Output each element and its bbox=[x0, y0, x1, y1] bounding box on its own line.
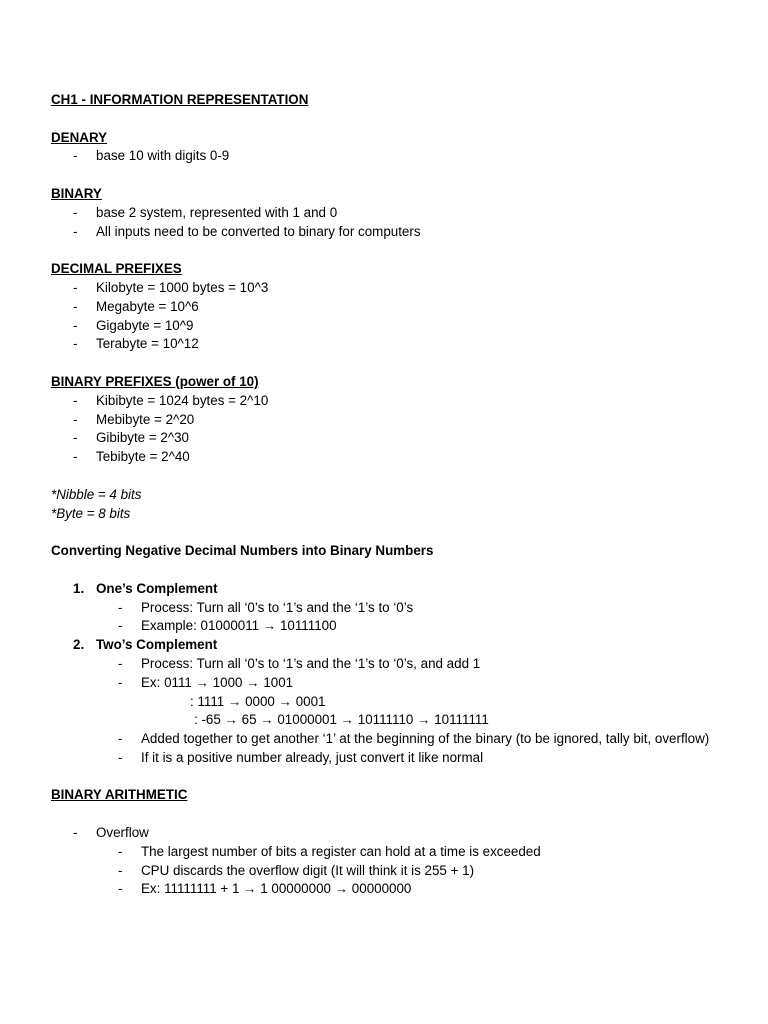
binary-heading: BINARY bbox=[51, 185, 102, 201]
negative-heading: Converting Negative Decimal Numbers into Binary Numbers bbox=[51, 543, 434, 559]
list-item: - Kilobyte = 1000 bytes = 10^3 bbox=[73, 279, 269, 295]
decimal-prefixes-heading: DECIMAL PREFIXES bbox=[51, 261, 182, 277]
list-item: - All inputs need to be converted to binary for computers bbox=[73, 223, 421, 239]
list-item: - Overflow bbox=[73, 825, 149, 841]
list-item: - Example: 01000011 → 10111100 bbox=[118, 618, 337, 634]
list-item: - Tebibyte = 2^40 bbox=[73, 449, 190, 465]
list-item: - CPU discards the overflow digit (It will think it is 255 + 1) bbox=[118, 862, 475, 878]
binary-arithmetic-heading: BINARY ARITHMETIC bbox=[51, 787, 188, 803]
example-continuation: : 1111 → 0000 → 0001 bbox=[190, 693, 326, 709]
denary-heading: DENARY bbox=[51, 129, 108, 145]
list-item: - Process: Turn all ‘0’s to ‘1’s and the ‘1’s to ‘0’s bbox=[118, 599, 414, 615]
list-item: - If it is a positive number already, just convert it like normal bbox=[118, 749, 484, 765]
list-item: - Ex: 11111111 + 1 → 1 00000000 → 00000000 bbox=[118, 881, 412, 897]
document-page bbox=[51, 91, 731, 899]
list-item: - The largest number of bits a register can hold at a time is exceeded bbox=[118, 843, 541, 859]
note-nibble: *Nibble = 4 bits bbox=[51, 486, 142, 502]
list-item: - base 2 system, represented with 1 and 0 bbox=[73, 204, 338, 220]
list-item: - Process: Turn all ‘0’s to ‘1’s and the ‘1’s to ‘0’s, and add 1 bbox=[118, 655, 481, 671]
list-item: - Gibibyte = 2^30 bbox=[73, 430, 190, 446]
list-item: - Terabyte = 10^12 bbox=[73, 336, 199, 352]
list-item: - Added together to get another ‘1’ at the beginning of the binary (to be ignored, tally bit, overflow) bbox=[118, 731, 710, 747]
page-title: CH1 - INFORMATION REPRESENTATION bbox=[51, 92, 309, 107]
binary-prefixes-heading: BINARY PREFIXES (power of 10) bbox=[51, 373, 259, 389]
ones-complement-item: 1. One’s Complement bbox=[73, 580, 218, 596]
example-continuation: : -65 → 65 → 01000001 → 10111110 → 10111111 bbox=[194, 712, 489, 728]
list-item: - Kibibyte = 1024 bytes = 2^10 bbox=[73, 392, 269, 408]
list-item: - Ex: 0111 → 1000 → 1001 bbox=[118, 674, 294, 690]
list-item: - Gigabyte = 10^9 bbox=[73, 317, 194, 333]
note-byte: *Byte = 8 bits bbox=[51, 505, 131, 521]
list-item: - Megabyte = 10^6 bbox=[73, 298, 199, 314]
list-item: - Mebibyte = 2^20 bbox=[73, 411, 195, 427]
twos-complement-item: 2. Two’s Complement bbox=[73, 637, 218, 653]
list-item: - base 10 with digits 0-9 bbox=[73, 148, 230, 164]
